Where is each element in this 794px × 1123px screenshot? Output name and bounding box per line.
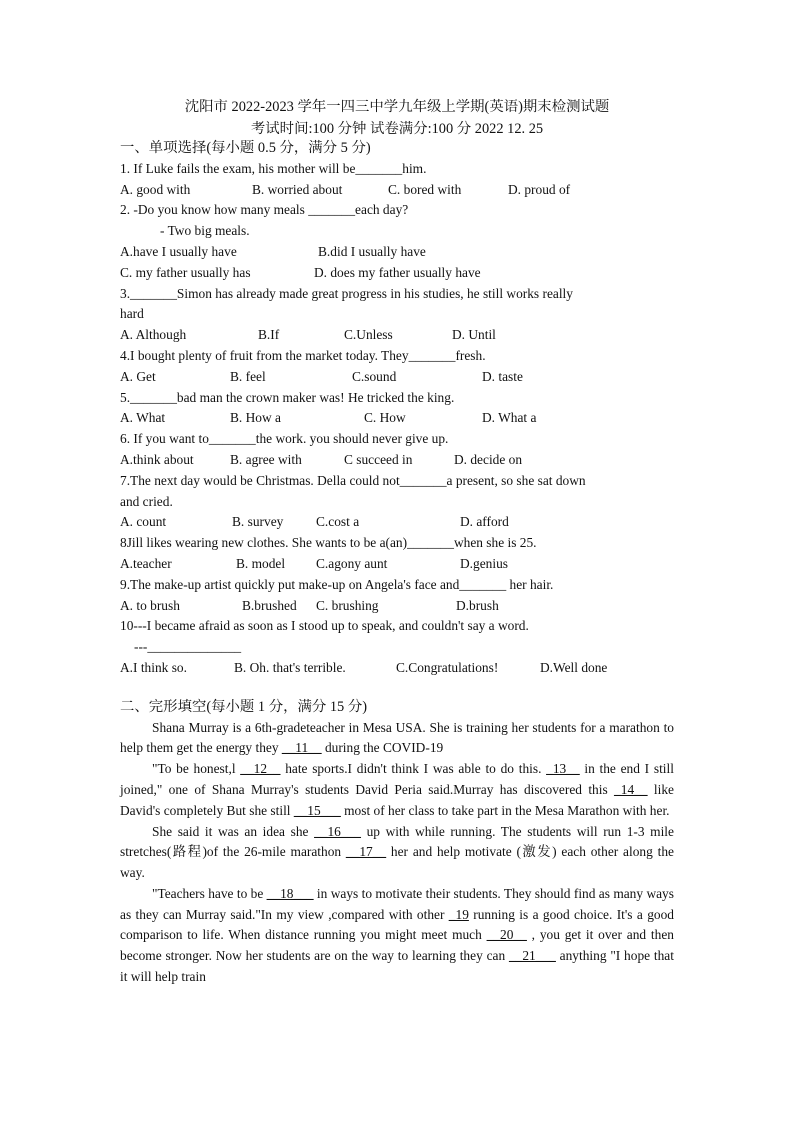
cloze-text: She said it was an idea she [152, 823, 309, 839]
section1-heading: 一、单项选择(每小题 0.5 分，满分 5 分) [120, 140, 371, 156]
q3-option-d: D. Until [452, 327, 496, 343]
section-gap [120, 679, 674, 697]
question-10-options [120, 658, 674, 679]
question-3-stem-line2: hard [120, 306, 144, 322]
cloze-paragraph-3 [120, 822, 674, 884]
cloze-blank-19: _19 [448, 906, 469, 922]
q5-option-c: C. How [364, 410, 406, 426]
question-9-stem: 9.The make-up artist quickly put make-up on Angela's face and_______ her hair. [120, 576, 554, 592]
cloze-paragraph-4 [120, 884, 674, 988]
cloze-text: "To be honest,l [152, 761, 236, 777]
q5-option-a: A. What [120, 410, 166, 426]
cloze-text: Shana Murray is a 6th-gradeteacher in Mesa USA. She is training her students for a marathon to help them get the energy they [120, 719, 674, 756]
cloze-blank-18: __18___ [266, 885, 314, 901]
q2-option-c: C. my father usually has [120, 264, 251, 280]
cloze-text: hate sports.I didn't think I was able to do this. [285, 761, 542, 777]
question-10-reply-blank: ---______________ [134, 639, 242, 655]
exam-header [120, 96, 674, 140]
exam-subtitle: 考试时间:100 分钟 试卷满分:100 分 2022 12. 25 [250, 121, 544, 137]
q9-option-a: A. to brush [120, 597, 180, 613]
cloze-text: "Teachers have to be [152, 885, 264, 901]
question-2-reply: - Two big meals. [160, 223, 250, 239]
q10-option-a: A.I think so. [120, 659, 187, 675]
q1-option-a: A. good with [120, 181, 191, 197]
question-2-options-row1 [120, 242, 674, 263]
q9-option-b: B.brushed [242, 597, 297, 613]
cloze-blank-11: __11__ [281, 740, 322, 756]
cloze-blank-15: __15___ [293, 802, 341, 818]
cloze-blank-14: _14__ [614, 781, 648, 797]
q9-option-c: C. brushing [316, 597, 379, 613]
q3-option-b: B.If [258, 327, 280, 343]
question-5-stem: 5._______bad man the crown maker was! He tricked the king. [120, 389, 455, 405]
q4-option-a: A. Get [120, 368, 156, 384]
q10-option-d: D.Well done [540, 659, 608, 675]
q2-option-d: D. does my father usually have [314, 264, 481, 280]
q8-option-b: B. model [236, 555, 286, 571]
question-2-options-row2 [120, 263, 674, 284]
cloze-text: , you get it over and then become stronger. Now her students are on the way to learning they can [120, 927, 674, 964]
cloze-text: during the COVID-19 [324, 740, 444, 756]
question-1-stem: 1. If Luke fails the exam, his mother will be_______him. [120, 160, 427, 176]
q8-option-c: C.agony aunt [316, 555, 388, 571]
q7-option-c: C.cost a [316, 514, 360, 530]
cloze-text: most of her class to take part in the Mesa Marathon with her. [344, 802, 670, 818]
cloze-paragraph-1 [120, 718, 674, 760]
cloze-blank-17: __17__ [345, 844, 387, 860]
question-7-stem-line2: and cried. [120, 493, 173, 509]
q6-option-a: A.think about [120, 451, 194, 467]
cloze-text: up with while running. The students will run 1-3 mile stretches(路程)of the 26-mile marathon [120, 823, 674, 860]
q6-option-b: B. agree with [230, 451, 302, 467]
cloze-text: her and help motivate (激发) each other along the way. [120, 844, 674, 881]
cloze-blank-20: __20__ [486, 927, 527, 943]
q6-option-c: C succeed in [344, 451, 413, 467]
q10-option-b: B. Oh. that's terrible. [234, 659, 346, 675]
question-1-options [120, 180, 674, 201]
exam-title: 沈阳市 2022-2023 学年一四三中学九年级上学期(英语)期末检测试题 [184, 99, 610, 115]
question-8-stem: 8Jill likes wearing new clothes. She wants to be a(an)_______when she is 25. [120, 535, 537, 551]
q1-option-c: C. bored with [388, 181, 462, 197]
question-4-options [120, 367, 674, 388]
cloze-text: anything "I hope that it will help train [120, 948, 674, 985]
q8-option-d: D.genius [460, 555, 508, 571]
cloze-blank-13: _13__ [546, 761, 580, 777]
section2-heading: 二、完形填空(每小题 1 分，满分 15 分) [120, 698, 368, 715]
q6-option-d: D. decide on [454, 451, 523, 467]
q1-option-b: B. worried about [252, 181, 343, 197]
question-6-options [120, 450, 674, 471]
q2-option-a: A.have I usually have [120, 243, 237, 259]
q5-option-d: D. What a [482, 410, 537, 426]
cloze-text: like David's completely But she still [120, 781, 674, 818]
q7-option-d: D. afford [460, 514, 509, 530]
q3-option-a: A. Although [120, 327, 187, 343]
cloze-text: in the end I still joined," one of Shana Murray's students David Peria said.Murray has discovered this [120, 761, 674, 797]
q4-option-c: C.sound [352, 368, 397, 384]
cloze-blank-12: __12__ [240, 761, 281, 777]
question-4-stem: 4.I bought plenty of fruit from the market today. They_______fresh. [120, 347, 486, 363]
question-7-options [120, 512, 674, 533]
q1-option-d: D. proud of [508, 181, 571, 197]
q4-option-d: D. taste [482, 368, 523, 384]
q9-option-d: D.brush [456, 597, 499, 613]
cloze-text: running is a good choice. It's a good comparison to life. When distance running you might meet much [120, 906, 674, 943]
q3-option-c: C.Unless [344, 327, 393, 343]
question-3-stem-line1: 3._______Simon has already made great progress in his studies, he still works really [120, 285, 573, 301]
q2-option-b: B.did I usually have [318, 243, 426, 259]
q10-option-c: C.Congratulations! [396, 659, 499, 675]
exam-content [120, 138, 674, 988]
question-7-stem-line1: 7.The next day would be Christmas. Della could not_______a present, so she sat down [120, 472, 586, 488]
q7-option-b: B. survey [232, 514, 284, 530]
cloze-paragraph-2 [120, 759, 674, 821]
question-3-options [120, 325, 674, 346]
cloze-blank-21: __21___ [508, 948, 556, 964]
q5-option-b: B. How a [230, 410, 281, 426]
q7-option-a: A. count [120, 514, 167, 530]
q4-option-b: B. feel [230, 368, 266, 384]
question-2-stem: 2. -Do you know how many meals _______each day? [120, 202, 409, 218]
question-9-options [120, 596, 674, 617]
question-8-options [120, 554, 674, 575]
question-10-stem: 10---I became afraid as soon as I stood up to speak, and couldn't say a word. [120, 618, 529, 634]
question-5-options [120, 408, 674, 429]
cloze-text: in ways to motivate their students. They should find as many ways as they can Murray said."In my view ,compared with other [120, 885, 674, 922]
q8-option-a: A.teacher [120, 555, 172, 571]
question-6-stem: 6. If you want to_______the work. you should never give up. [120, 431, 449, 447]
cloze-blank-16: __16___ [314, 823, 361, 839]
